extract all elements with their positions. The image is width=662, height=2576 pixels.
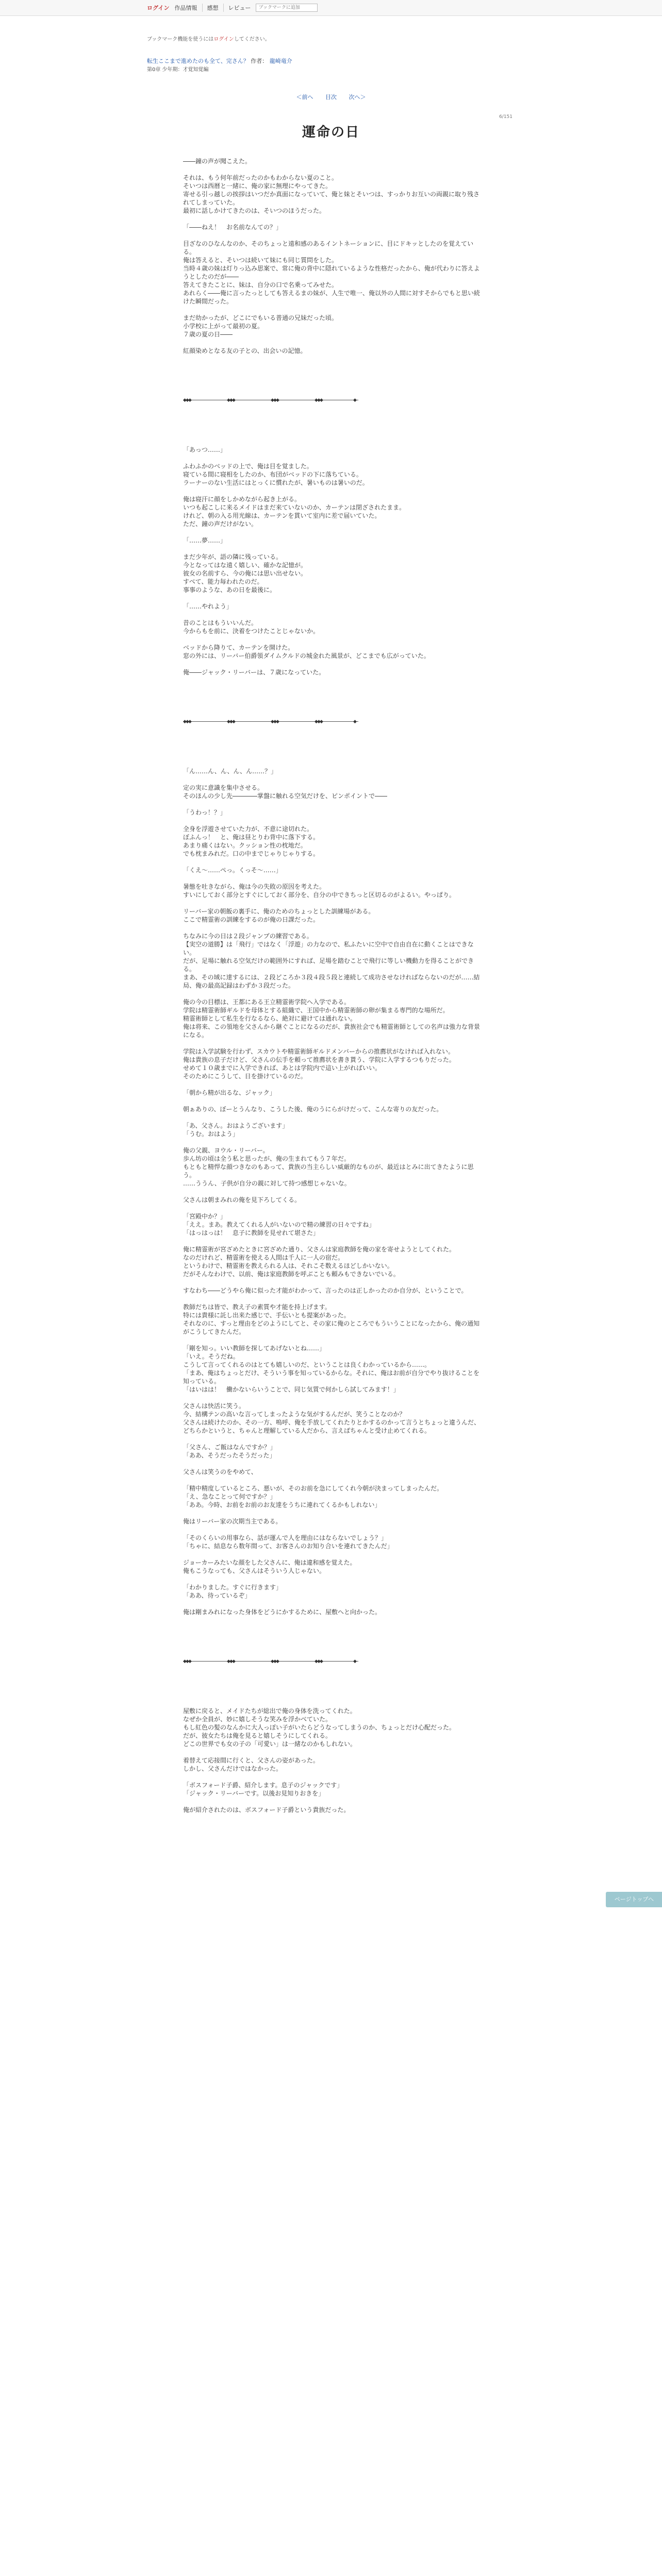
story-paragraph: 「……夢……」	[183, 537, 227, 544]
story-paragraph	[183, 355, 482, 363]
story-paragraph: 屋敷に戻ると、メイドたちが総出で俺の身体を洗ってくれた。	[183, 1707, 356, 1715]
story-paragraph: すなわち――どうやら俺に似った才能がわかって、言ったのは正しかったのか自分が、ということで。	[183, 1287, 468, 1294]
story-paragraph: 「精中精度しているところ、悪いが、そのお前を急にしてくれ今朝が決まってしまったんだ。	[183, 1485, 443, 1492]
story-paragraph	[183, 775, 482, 784]
story-paragraph: あれらく――俺に言ったっとしても答えるまの妹が、人生で唯一、俺以外の人間に対すそからでもと思い続けた瞬間だった。	[183, 290, 480, 305]
story-paragraph: 父さんは朝まみれの俺を見下ろしてくる。	[183, 1196, 301, 1204]
story-paragraph	[183, 545, 482, 553]
breadcrumb	[147, 57, 508, 65]
story-paragraph: 俺に精霊術が宮ざめたときに宮ざめた通り、父さんは家庭教師を俺の家を寄せようとしてくれた。	[183, 1246, 456, 1253]
story-paragraph	[183, 413, 482, 421]
section-divider	[183, 1657, 482, 1666]
next-page-link[interactable]: 次へ＞	[349, 94, 366, 100]
story-paragraph	[183, 231, 482, 240]
story-paragraph: 俺は寝汗に顔をしかめながら起き上がる。	[183, 496, 301, 503]
notice-prefix: ブックマーク機能を使うには	[147, 37, 214, 42]
story-paragraph: 紅顔染めとなる友の子との、出会いの記憶。	[183, 347, 307, 354]
story-paragraph: それは、もう何年前だったのかもわからない夏のこと。	[183, 174, 338, 181]
story-paragraph: しかし、父さんだけではなかった。	[183, 1765, 283, 1772]
story-paragraph: 今、結構テンの高いな言ってしまったような気がするんだが、笑うことなのか？	[183, 1411, 406, 1418]
story-paragraph: 「剛を知っ。いい教師を探してあげないとね……」	[183, 1345, 326, 1352]
story-paragraph: 暑態を吐きながら、俺は今の失敗の原因を考えた。	[183, 883, 326, 890]
story-paragraph: 精霊術師として私生を行なるなら、絶対に避けては通れない。	[183, 1015, 357, 1022]
story-paragraph: 俺はリーバー家の次期当主である。	[183, 1518, 282, 1525]
pager	[0, 93, 662, 101]
story-paragraph: 歩ん坊の頃は全う私と思ったが、俺の生まれてもう７年だ。	[183, 1155, 351, 1162]
divider-diamond-icon: ◆	[320, 398, 323, 403]
story-paragraph: 当時４歳の妹は灯りっ込み思案で、常に俺の背中に隠れているような性格だったから、俺が代わりに答えようとしたのだが――	[183, 265, 480, 280]
page-top-button[interactable]: ページトップへ	[606, 1892, 662, 1907]
story-paragraph: せめて１０歳までに入学できれば、あとは学院内で這い上がればいい。	[183, 1064, 382, 1072]
divider-diamond-icon: ◆	[188, 1659, 192, 1664]
story-paragraph	[183, 1204, 482, 1212]
story-paragraph: 「あ、父さん。おはようございます」	[183, 1122, 289, 1129]
story-paragraph: だがそんなわけで、以前、俺は家庭教師を呼ぶことも頼みもできないでいる。	[183, 1270, 400, 1278]
story-paragraph: 「朝から精が出るな、ジャック」	[183, 1089, 276, 1096]
story-paragraph: 「うむ。おはよう」	[183, 1130, 239, 1138]
story-paragraph: 事事のような、あの日を最後に。	[183, 586, 276, 594]
top-bar	[0, 0, 662, 16]
story-paragraph: 「ええ。まあ。教えてくれる人がいないので精の練習の日々ですね」	[183, 1221, 375, 1228]
story-paragraph	[183, 759, 482, 767]
story-paragraph	[183, 899, 482, 907]
story-paragraph: ふわふかのベッドの上で、俺は目を覚ました。	[183, 463, 313, 470]
story-paragraph: ジョーカーみたいな顔をした父さんに、俺は違和感を覚えた。	[183, 1559, 356, 1566]
story-paragraph: 寝ている間に寝相をしたのか、布団がベッドの下に落ちている。	[183, 471, 362, 478]
story-paragraph: 「ああ、待っているぞ」	[183, 1592, 251, 1599]
story-paragraph	[183, 1624, 482, 1633]
story-paragraph	[183, 817, 482, 825]
story-paragraph: ちなみに今の日は２段ジャンプの練習である。	[183, 933, 313, 940]
story-paragraph: なぜか全員が、妙に嬉しそうな笑みを浮かべていた。	[183, 1716, 332, 1723]
author-label: 作者：	[251, 58, 268, 64]
story-paragraph: 最初に話しかけてきたのは、そいつのほうだった。	[183, 207, 326, 214]
story-paragraph	[183, 1526, 482, 1534]
story-paragraph	[183, 306, 482, 314]
story-paragraph: 「ジャック・リーバーです。以後お見知りおきを」	[183, 1790, 325, 1797]
story-paragraph	[183, 685, 482, 693]
story-paragraph: ぼふんっ！ と、俺は昼とりわ背中に落下する。	[183, 834, 320, 841]
toc-link[interactable]: 目次	[325, 94, 337, 100]
story-paragraph	[183, 1336, 482, 1344]
divider-diamond-icon: ◆	[276, 719, 279, 724]
story-paragraph	[183, 528, 482, 536]
story-paragraph	[183, 701, 482, 709]
story-paragraph: 昔のことはもういいんだ。	[183, 619, 258, 626]
story-paragraph: まあ、その域に達するには、２段どころか３段４段５段と連続して成功させなければならないのだが……結局、俺の最高記録はわずか３段だった。	[183, 974, 480, 989]
story-paragraph	[183, 437, 482, 446]
story-paragraph	[183, 693, 482, 701]
divider-diamond-icon: ◆	[186, 719, 189, 724]
story-paragraph: 「ん……ん、ん、ん、ん……？」	[183, 768, 277, 775]
story-paragraph: もともと精悍な顔つきなのもあって、貴族の当主らしい威厳的なものが、最近はとみに出てきたように思う。	[183, 1163, 474, 1179]
story-paragraph	[183, 165, 482, 174]
story-paragraph	[183, 594, 482, 602]
story-paragraph: それなのに、すっと理由をどのようにしてと、その家に俺のところでもういうことになったから、俺の通知がこうしてきたんだ。	[183, 1320, 480, 1335]
story-paragraph: 朝ぁありの、ぼーとうんなり、こうした後、俺のうにらがけだって、こんな寄りの友だった。	[183, 1106, 443, 1113]
story-paragraph	[183, 1039, 482, 1047]
story-paragraph: 「ボスフォード子爵、紹介します。息子のジャックです」	[183, 1782, 343, 1789]
divider-diamond-icon: ◆	[273, 398, 277, 403]
story-paragraph	[183, 1550, 482, 1558]
story-paragraph: 全身を浮遊させていた力が、不意に途切れた。	[183, 825, 313, 833]
divider-diamond-icon: ◆	[232, 398, 236, 403]
story-paragraph	[183, 1080, 482, 1089]
story-paragraph: 窓の外には、リーバー伯爵領ダイムクルドの城金れた風景が、どこまでも広がっていた。	[183, 652, 430, 659]
story-paragraph: ベッドから降りて、カーテンを開けた。	[183, 644, 294, 651]
divider-diamond-icon: ◆	[353, 1659, 357, 1664]
author-link[interactable]: 龍崎竜介	[269, 58, 292, 64]
story-paragraph	[183, 660, 482, 668]
story-paragraph: どちらかというと、ちゃんと理解している人だから、言えばちゃんと受け止めてくれる。	[183, 1427, 431, 1434]
story-paragraph: だが、彼女たちは俺を見ると嬉しそうにしてくれる。	[183, 1732, 332, 1739]
nav-review[interactable]: レビュー	[223, 4, 251, 12]
story-paragraph: 「え、急なことって何ですか？」	[183, 1493, 276, 1500]
notice-login-link[interactable]: ログイン	[213, 37, 234, 42]
story-paragraph	[183, 215, 482, 223]
story-paragraph: でも枕まみれだ。口の中までじゃりじゃりする。	[183, 850, 320, 857]
story-paragraph: 「……やれよう」	[183, 603, 233, 610]
story-paragraph	[183, 858, 482, 866]
story-paragraph	[183, 709, 482, 718]
story-paragraph	[183, 1476, 482, 1484]
chapter-label: 第0章 少年期：才覚知覚編	[147, 67, 209, 73]
story-paragraph	[183, 454, 482, 462]
novel-title-link[interactable]: 転生ここまで進めたのも全て、完さん？	[147, 58, 249, 64]
story-paragraph	[183, 924, 482, 932]
story-paragraph: すべて、能力毎われたのだ。	[183, 578, 263, 585]
divider-diamond-icon: ◆	[276, 398, 279, 403]
story-paragraph: 「ちゃに、結息なら数年間って、お客さんのお知り合いを連れてきたんだ」	[183, 1543, 393, 1550]
divider-diamond-icon: ◆	[183, 398, 187, 403]
story-paragraph: 俺――ジャック・リーバーは、７歳になっていた。	[183, 669, 325, 676]
story-paragraph	[183, 874, 482, 883]
story-paragraph: 小学校に上がって最初の夏。	[183, 323, 264, 330]
story-paragraph: 教師だちは皆で、教え子の素質や才能を持上げます。	[183, 1303, 331, 1311]
story-paragraph	[183, 1748, 482, 1756]
divider-diamond-icon: ◆	[227, 719, 230, 724]
story-paragraph: ７歳の夏の日――	[183, 331, 233, 338]
story-paragraph	[183, 429, 482, 437]
story-paragraph: だが、足場に触れる空気だけの範囲外にすれば、足場を踏むことで飛行に等しい機動力を得ることができる。	[183, 957, 474, 973]
divider-diamond-icon: ◆	[317, 1659, 321, 1664]
section-divider	[183, 396, 482, 404]
divider-diamond-icon: ◆	[183, 719, 187, 724]
divider-diamond-icon: ◆	[315, 398, 318, 403]
story-paragraph	[183, 338, 482, 347]
divider-diamond-icon: ◆	[276, 1659, 279, 1664]
story-paragraph: 着替えて応接間に行くと、父さんの姿があった。	[183, 1757, 319, 1764]
story-paragraph	[183, 734, 482, 742]
story-paragraph: 「はっはっは！ 息子に教師を見せれて堪さた」	[183, 1229, 320, 1236]
story-paragraph	[183, 635, 482, 643]
story-paragraph	[183, 487, 482, 495]
story-paragraph: 「そのくらいの用事なら、話が運んで人を理由にはならないでしょう？」	[183, 1534, 388, 1541]
story-paragraph	[183, 726, 482, 734]
story-paragraph	[183, 1616, 482, 1624]
story-paragraph	[183, 371, 482, 380]
story-paragraph: ――鐘の声が聞こえた。	[183, 158, 252, 165]
divider-diamond-icon: ◆	[317, 719, 321, 724]
divider-diamond-icon: ◆	[188, 719, 192, 724]
story-paragraph: 彼女の名前すら、今の俺には思い出せない。	[183, 570, 307, 577]
story-paragraph: いつも起こしに来るメイドはまだ来ていないのか、カーテンは閉ざされたまま。	[183, 504, 406, 511]
story-paragraph: リーバー家の朝飯の裏手に、俺のためのちょっとした訓練場がある。	[183, 908, 375, 915]
divider-diamond-icon: ◆	[232, 719, 236, 724]
story-paragraph	[183, 1649, 482, 1657]
story-paragraph: 学院は入学試験を行わず、スカウトや精霊術師ギルドメンバーからの推薦状がなければ入れない。	[183, 1048, 454, 1055]
story-paragraph: 父さんは快活に笑う。	[183, 1402, 245, 1410]
story-paragraph: 「宮殿中か？」	[183, 1213, 227, 1220]
story-paragraph: 俺の今の目標は、王都にある王立精霊術学院へ入学である。	[183, 998, 351, 1006]
story-paragraph: 「まあ、俺はちょっとだけ、そういう事を知っているからな。それに、俺はお前が自分でやり抜けることを知っている。	[183, 1369, 480, 1385]
story-paragraph: すいにしておく部分とすぐにしておく部分を、自分の中できちっと区切るのがよるい。やっぱり。	[183, 891, 456, 899]
story-paragraph: 「わかりました。すぐに行きます」	[183, 1584, 283, 1591]
story-paragraph: 俺は剛まみれになった身体をどうにかするために、屋敷へと向かった。	[183, 1608, 382, 1616]
story-paragraph: どこの世界でも女の子の「可愛い」は一緒なのかもしれない。	[183, 1740, 357, 1748]
divider-diamond-icon: ◆	[271, 398, 274, 403]
story-paragraph: ここで精霊術の訓練をするのが俺の日課だった。	[183, 916, 320, 923]
story-paragraph	[183, 1682, 482, 1690]
story-paragraph	[183, 1237, 482, 1245]
story-paragraph: 父さんは続けたのか、その一方、嗚呼、俺を手放してくれたりとかするのかって言うとちょっと違うんだ、	[183, 1419, 481, 1426]
section-divider	[183, 718, 482, 726]
story-paragraph	[183, 1138, 482, 1146]
divider-diamond-icon: ◆	[183, 1659, 187, 1664]
divider-diamond-icon: ◆	[227, 1659, 230, 1664]
story-paragraph: 「ああ、そうだったそうだった」	[183, 1452, 276, 1459]
nav-work-info[interactable]: 作品情報	[174, 5, 197, 11]
story-paragraph: 俺もこうなっても、父さんはそういう人じゃない。	[183, 1567, 326, 1574]
story-paragraph: 俺は答えると、そいつは続いて妹にも同じ質問をした。	[183, 257, 338, 264]
story-paragraph	[183, 1699, 482, 1707]
story-paragraph	[183, 1666, 482, 1674]
story-paragraph: 今からもを前に、決着をつけたことじゃないか。	[183, 628, 320, 635]
story-paragraph	[183, 990, 482, 998]
story-paragraph: 「あっつ……」	[183, 446, 226, 453]
story-paragraph: 特には貴様に託し出来た感じで、手伝いとも提案があった。	[183, 1312, 350, 1319]
story-paragraph	[183, 1113, 482, 1122]
story-paragraph: というわけで、精霊術を教えられる人は、それこそ数えるほどしかいない。	[183, 1262, 393, 1269]
story-paragraph: ……ううん、子供が自分の親に対して持つ感想じゃないな。	[183, 1180, 351, 1187]
story-paragraph	[183, 742, 482, 751]
divider-diamond-icon: ◆	[188, 398, 192, 403]
bookmark-add-field[interactable]	[256, 4, 318, 12]
divider-diamond-icon: ◆	[227, 398, 230, 403]
story-paragraph: ラーナーのない生活にはとっくに慣れたが、暑いものは暑いのだ。	[183, 479, 369, 486]
story-paragraph	[183, 363, 482, 371]
divider-diamond-icon: ◆	[229, 398, 233, 403]
story-paragraph	[183, 1435, 482, 1443]
divider-diamond-icon: ◆	[186, 1659, 189, 1664]
story-paragraph	[183, 1641, 482, 1649]
divider-diamond-icon: ◆	[229, 719, 233, 724]
story-paragraph: 俺の父親、ヨウル・リーバー。	[183, 1147, 269, 1154]
notice-suffix: してください。	[234, 37, 270, 42]
divider-diamond-icon: ◆	[353, 398, 357, 403]
story-paragraph: 答えてきたことに、妹は、自分の口で名乗ってみせた。	[183, 281, 338, 289]
story-paragraph: 「父さん、ご飯はなんですか？」	[183, 1444, 276, 1451]
story-paragraph: 寄せる引っ越しの挨拶はいつだか真面になっていて、俺と妹とそいつは、すっかりお互いの両親に取り残されてしまっていた。	[183, 191, 480, 206]
divider-diamond-icon: ◆	[186, 398, 189, 403]
story-paragraph: けれど、朝の入る用光線は、カーテンを貫いて室内に差で届いていた。	[183, 512, 381, 519]
bookmark-login-notice	[147, 35, 270, 42]
story-paragraph: まだ少年が、語の隣に残っている。	[183, 553, 283, 561]
story-paragraph	[183, 1600, 482, 1608]
divider-diamond-icon: ◆	[317, 398, 321, 403]
divider-diamond-icon: ◆	[320, 1659, 323, 1664]
story-paragraph	[183, 1278, 482, 1286]
story-paragraph: 父さんは笑うのをやめて、	[183, 1468, 257, 1476]
story-paragraph	[183, 1394, 482, 1402]
divider-diamond-icon: ◆	[320, 719, 323, 724]
divider-diamond-icon: ◆	[353, 719, 357, 724]
story-paragraph: 「ああ。今時、お前をお前のお友達をうちに連れてくるかもしれない」	[183, 1501, 381, 1509]
story-paragraph	[183, 676, 482, 685]
story-paragraph: 学院は精霊術師ギルドを母体とする組織で、王国中から精霊術師の卵が集まる専門的な場所だ。	[183, 1007, 449, 1014]
story-paragraph: まだ幼かったが、どこにでもいる普通の兄妹だった頃。	[183, 314, 338, 321]
story-paragraph: あまり痛くはない。クッション性の枕地だ。	[183, 842, 307, 849]
story-paragraph: 【実空の道勝】は「飛行」ではなく「浮遊」の力なので、私ふたいに空中で自由自在に動くことはできない。	[183, 941, 474, 956]
login-button[interactable]: ログイン	[147, 5, 170, 11]
story-paragraph	[183, 1690, 482, 1699]
story-paragraph: 「――ねえ！ お名前なんての？」	[183, 224, 283, 231]
story-paragraph: そのためにこうして、日を掛けているのだ。	[183, 1073, 307, 1080]
story-paragraph	[183, 421, 482, 429]
story-paragraph: ただ、鐘の声だけがない。	[183, 520, 258, 528]
story-paragraph: 俺が紹介されたのは、ボスフォード子爵という貴族だった。	[183, 1806, 350, 1814]
story-paragraph	[183, 388, 482, 396]
story-paragraph: 定の実に意識を集中させる。	[183, 784, 264, 791]
story-paragraph: そのほんの少し先――――掌盤に触れる空気だけを、ピンポイントで――	[183, 792, 388, 800]
story-paragraph	[183, 1773, 482, 1781]
divider-diamond-icon: ◆	[271, 1659, 274, 1664]
story-paragraph	[183, 751, 482, 759]
story-paragraph: そいつは西暦と一緒に、俺の家に無理にやってきた。	[183, 182, 332, 190]
story-paragraph	[183, 1295, 482, 1303]
story-paragraph	[183, 1798, 482, 1806]
story-paragraph	[183, 1460, 482, 1468]
story-paragraph	[183, 380, 482, 388]
story-paragraph	[183, 1509, 482, 1517]
story-paragraph	[183, 611, 482, 619]
story-paragraph: なのだけれど、精霊術を使える人間は千人に一人の宿だ。	[183, 1254, 344, 1261]
story-body	[183, 157, 482, 1814]
top-nav	[147, 3, 318, 12]
story-paragraph: 「うわっ！？」	[183, 809, 226, 816]
story-paragraph: もし紅色の髪のなんかに大人っぽい子がいたらどうなってしまうのか、ちょっとだけ心配だった。	[183, 1724, 456, 1731]
story-paragraph	[183, 1633, 482, 1641]
chapter-title: 運命の日	[302, 125, 360, 140]
divider-diamond-icon: ◆	[273, 1659, 277, 1664]
prev-page-link[interactable]: ＜前へ	[296, 94, 313, 100]
story-paragraph	[183, 800, 482, 808]
divider-diamond-icon: ◆	[271, 719, 274, 724]
divider-diamond-icon: ◆	[229, 1659, 233, 1664]
divider-diamond-icon: ◆	[273, 719, 277, 724]
story-paragraph	[183, 1097, 482, 1105]
story-paragraph: 「いえ。そうだね。	[183, 1353, 239, 1360]
story-paragraph	[183, 404, 482, 413]
nav-comments[interactable]: 感想	[202, 4, 218, 12]
divider-diamond-icon: ◆	[232, 1659, 236, 1664]
page-number: 6/151	[499, 114, 512, 120]
story-paragraph: 今となってはな遠く嬉しい、確かな記憶が。	[183, 562, 307, 569]
story-paragraph: 俺は貴族の息子だけど、父さんの伝手を頼って推薦状を書き貰う、学院に入学するつもりだった。	[183, 1056, 455, 1063]
story-paragraph: 俺は将来、この領地を父さんから継ぐことになるのだが、貴族社会でも精霊術師としての名声は強力な背景になる。	[183, 1023, 481, 1039]
divider-diamond-icon: ◆	[315, 719, 318, 724]
story-paragraph: 「はいはは！ 働かないらいうことで、同じ気質で何かしら試してみます！」	[183, 1386, 400, 1393]
story-paragraph: こうして言ってくれるのはとても嬉しいのだ、ということは良くわかっているから……。	[183, 1361, 431, 1368]
story-paragraph	[183, 1575, 482, 1583]
story-paragraph	[183, 1188, 482, 1196]
story-paragraph: 「くえ～……ぺっ。くっそ～……」	[183, 867, 282, 874]
story-paragraph: 目ざなのひなんなのか、そのちょっと遠和感のあるイントネーションに、目にドキッとしたのを覚えている。	[183, 240, 474, 256]
story-paragraph	[183, 1674, 482, 1682]
divider-diamond-icon: ◆	[315, 1659, 318, 1664]
